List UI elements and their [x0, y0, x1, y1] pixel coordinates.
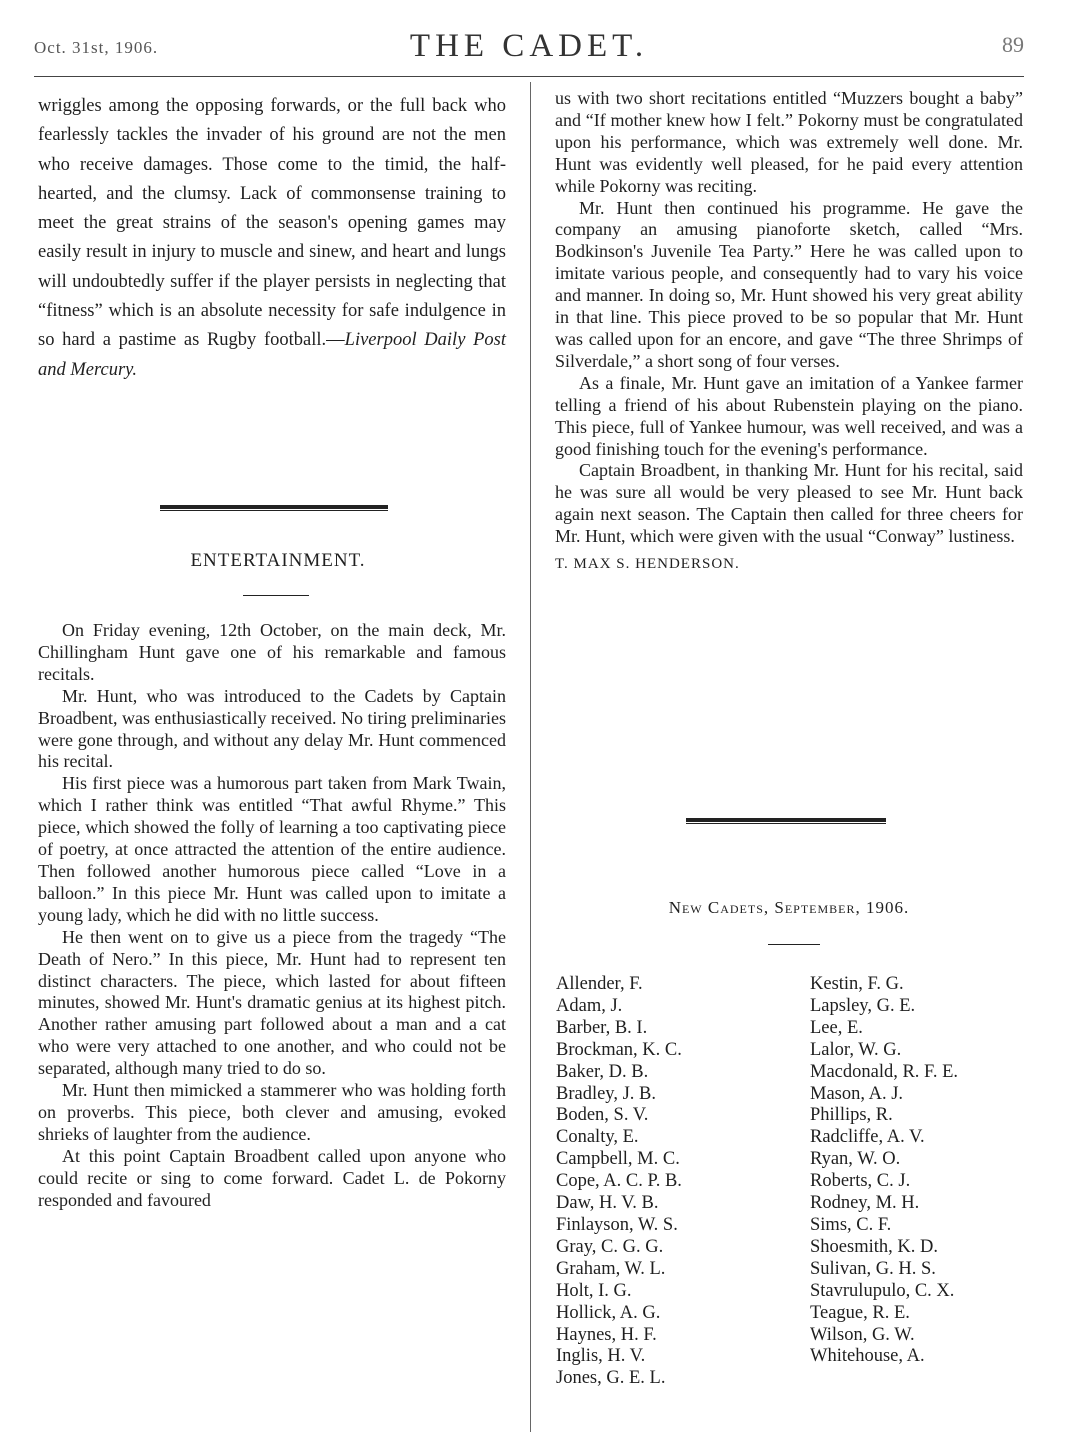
- cadet-name: Boden, S. V.: [556, 1105, 649, 1126]
- cadet-name: Wilson, G. W.: [810, 1324, 915, 1345]
- heading-underline: [768, 944, 820, 945]
- cadet-name: Conalty, E.: [556, 1127, 639, 1148]
- cadet-name: Hollick, A. G.: [556, 1302, 661, 1323]
- cadet-name: Holt, I. G.: [556, 1280, 632, 1301]
- cadet-name: Cope, A. C. P. B.: [556, 1171, 682, 1192]
- entertainment-article-right: [555, 88, 1023, 576]
- cadet-list-column-2: [810, 974, 958, 1368]
- article-paragraph: Mr. Hunt then mimicked a stammerer who was holding forth on proverbs. This piece, both clever and amusing, evoked shrieks of laughter from the audience.: [38, 1080, 506, 1144]
- cadet-name: Teague, R. E.: [810, 1302, 910, 1323]
- cadet-name: Lapsley, G. E.: [810, 995, 916, 1016]
- cadet-name: Barber, B. I.: [556, 1017, 648, 1038]
- article-source: Liverpool Daily Post and Mercury.: [38, 330, 506, 380]
- cadet-name: Inglis, H. V.: [556, 1346, 646, 1367]
- cadet-name: Macdonald, R. F. E.: [810, 1061, 959, 1082]
- article-signature: T. MAX S. HENDERSON.: [555, 556, 740, 573]
- cadet-list-column-1: [556, 974, 682, 1390]
- header-rule: [34, 76, 1024, 77]
- cadet-name: Daw, H. V. B.: [556, 1193, 659, 1214]
- cadet-name: Roberts, C. J.: [810, 1171, 911, 1192]
- article-text: wriggles among the opposing forwards, or the full back who fearlessly tackles the invader of his ground are not the men who receive damages. Those come to the timid, the half-hearted, and the clumsy. Lack of commonsense training to meet the great strains of the season's opening games may easily result in injury to muscle and sinew, and heart and lungs will undoubtedly suffer if the player persists in neglecting that “fitness” which is an absolute necessity for safe indulgence in so hard a pastime as Rugby football.—: [38, 96, 506, 351]
- cadet-name: Phillips, R.: [810, 1105, 893, 1126]
- cadet-name: Ryan, W. O.: [810, 1149, 901, 1170]
- section-divider-thick: [686, 818, 886, 824]
- football-article-continuation: [38, 92, 506, 385]
- entertainment-article-left: [38, 620, 506, 1211]
- article-paragraph: Mr. Hunt, who was introduced to the Cadets by Captain Broadbent, was enthusiastically received. No tiring preliminaries were gone through, and without any delay Mr. Hunt commenced his recital.: [38, 685, 506, 772]
- cadet-name: Rodney, M. H.: [810, 1193, 920, 1214]
- cadet-name: Sulivan, G. H. S.: [810, 1258, 936, 1279]
- cadet-name: Gray, C. G. G.: [556, 1236, 664, 1257]
- cadet-name: Sims, C. F.: [810, 1214, 892, 1235]
- cadet-name: Whitehouse, A.: [810, 1346, 925, 1367]
- article-paragraph: His first piece was a humorous part taken from Mark Twain, which I rather think was entitled “That awful Rhyme.” This piece, which showed the folly of learning a too captivating piece of poetry, at once attracted the attention of the entire audience. Then followed another humorous piece called “Love in a balloon.” In this piece Mr. Hunt was called upon to imitate a young lady, which he did with no little success.: [38, 773, 506, 925]
- cadet-name: Haynes, H. F.: [556, 1324, 657, 1345]
- page-number: 89: [1002, 32, 1024, 57]
- header-date: Oct. 31st, 1906.: [34, 38, 159, 57]
- football-article-text: [38, 92, 506, 385]
- heading-underline: [243, 595, 309, 596]
- article-paragraph: us with two short recitations entitled “Muzzers bought a baby” and “If mother knew how I felt.” Pokorny must be congratulated upon his performance, which was extremely well done. Mr. Hunt was evidently well pleased, for he paid every attention while Pokorny was reciting.: [555, 88, 1023, 196]
- entertainment-heading: ENTERTAINMENT.: [190, 550, 366, 571]
- cadet-name: Finlayson, W. S.: [556, 1214, 678, 1235]
- article-paragraph: On Friday evening, 12th October, on the main deck, Mr. Chillingham Hunt gave one of his remarkable and famous recitals.: [38, 620, 506, 684]
- article-paragraph: At this point Captain Broadbent called upon anyone who could recite or sing to come forward. Cadet L. de Pokorny responded and favoured: [38, 1145, 506, 1210]
- cadet-name: Bradley, J. B.: [556, 1083, 657, 1104]
- section-divider-thick: [160, 505, 388, 511]
- cadet-name: Campbell, M. C.: [556, 1149, 680, 1170]
- cadet-name: Allender, F.: [556, 974, 643, 994]
- cadet-name: Lee, E.: [810, 1017, 863, 1038]
- article-paragraph: He then went on to give us a piece from the tragedy “The Death of Nero.” In this piece, Mr. Hunt had to represent ten distinct characters. The piece, which lasted for about fifteen minutes, showed Mr. Hunt's dramatic genius at its highest pitch. Another rather amusing part followed about a man and a cat who were very attached to one another, and who could not be separated, although many tried to do so.: [38, 926, 506, 1079]
- cadet-name: Adam, J.: [556, 995, 623, 1016]
- article-paragraph: Captain Broadbent, in thanking Mr. Hunt for his recital, said he was sure all would be very pleased to see Mr. Hunt back again next season. The Captain then called for three cheers for Mr. Hunt, which were given with the usual “Conway” lustiness.: [555, 460, 1023, 547]
- new-cadets-heading: New Cadets, September, 1906.: [668, 898, 910, 917]
- cadet-name: Baker, D. B.: [556, 1061, 649, 1082]
- cadet-name: Stavrulupulo, C. X.: [810, 1280, 955, 1301]
- page-header: [34, 28, 1024, 72]
- header-title: THE CADET.: [409, 28, 649, 64]
- cadet-name: Brockman, K. C.: [556, 1039, 682, 1060]
- cadet-name: Jones, G. E. L.: [556, 1368, 666, 1389]
- cadet-name: Graham, W. L.: [556, 1258, 666, 1279]
- column-divider: [530, 82, 531, 1432]
- cadet-name: Mason, A. J.: [810, 1083, 904, 1104]
- article-paragraph: As a finale, Mr. Hunt gave an imitation of a Yankee farmer telling a friend of his about Rubenstein playing on the piano. This piece, full of Yankee humour, was well received, and was a good finishing touch for the evening's performance.: [555, 372, 1023, 459]
- cadet-name: Lalor, W. G.: [810, 1039, 902, 1060]
- cadet-name: Shoesmith, K. D.: [810, 1236, 938, 1257]
- cadet-name: Kestin, F. G.: [810, 974, 904, 994]
- article-paragraph: Mr. Hunt then continued his programme. He gave the company an amusing pianoforte sketch, called “Mrs. Bodkinson's Juvenile Tea Party.” Here he was called upon to imitate various people, and consequently had to vary his voice and manner. In doing so, Mr. Hunt showed his very great ability in that line. This piece proved to be so popular that Mr. Hunt was called upon for an encore, and gave “The three Shrimps of Silverdale,” a short song of four verses.: [555, 197, 1023, 371]
- cadet-name: Radcliffe, A. V.: [810, 1127, 925, 1148]
